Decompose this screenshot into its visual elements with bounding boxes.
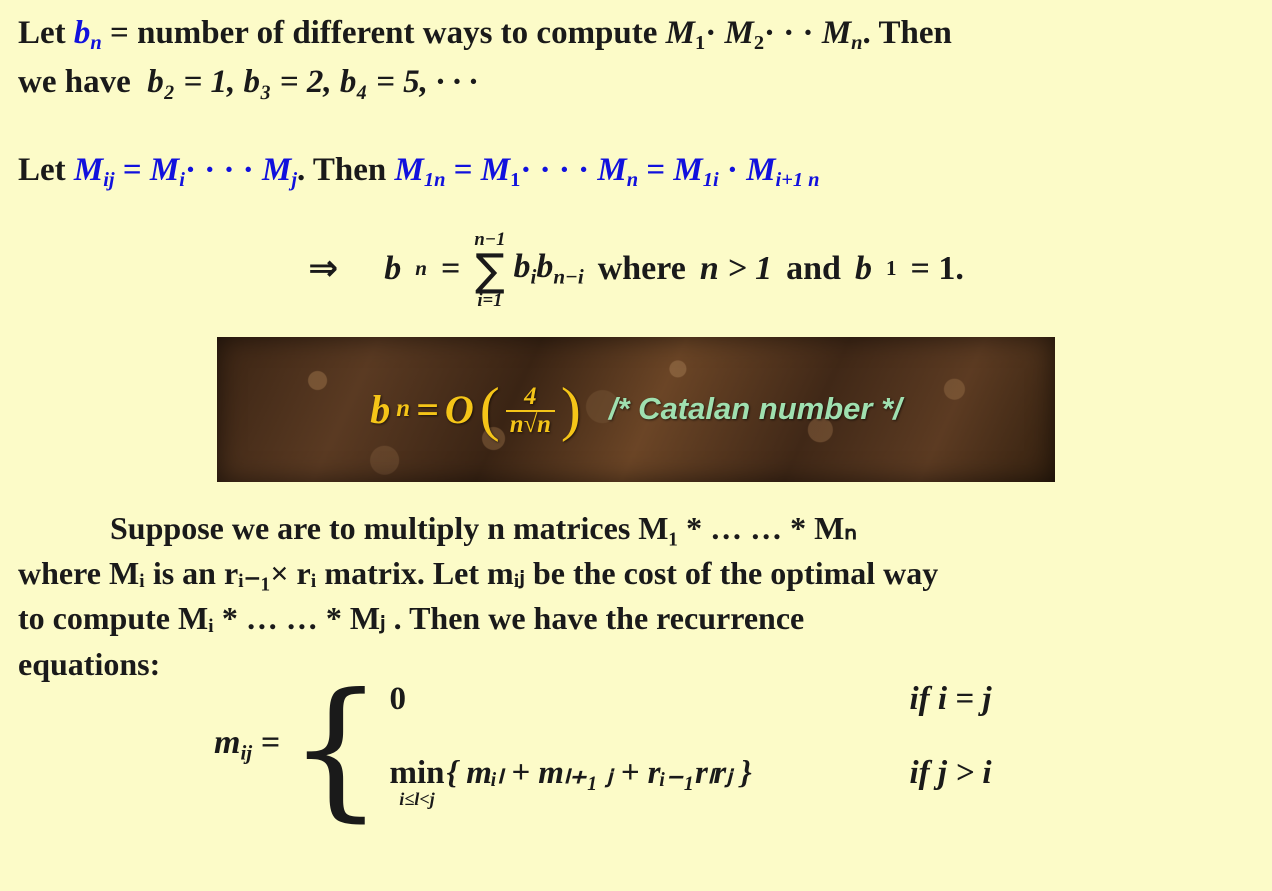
- sum-term-1: b: [513, 248, 531, 286]
- sum-lhs: b: [384, 249, 402, 287]
- sum-base: b: [854, 249, 872, 287]
- dots-2: · · · ·: [184, 151, 254, 188]
- min-operator: [389, 757, 444, 808]
- symbol-mn: M: [821, 15, 852, 51]
- symbol-m1-subscript: 1: [695, 32, 706, 55]
- symbol-mn-b: M: [597, 151, 627, 188]
- catalan-bigo: O: [444, 386, 474, 432]
- catalan-numerator: 4: [524, 383, 537, 411]
- sum-equals: =: [441, 249, 461, 287]
- symbol-m1-b-subscript: 1: [510, 168, 521, 191]
- equals-2: =: [445, 151, 481, 188]
- symbol-m1n-subscript: 1n: [423, 168, 446, 191]
- catalan-equals: =: [416, 386, 439, 432]
- symbol-mij-subscript: ij: [103, 168, 115, 191]
- min-range: i≤l<j: [399, 789, 435, 810]
- catalan-lhs: b: [370, 386, 391, 432]
- symbol-b-subscript: n: [90, 32, 102, 55]
- symbol-m2-subscript: 2: [753, 32, 765, 55]
- symbol-mj-subscript: j: [291, 168, 298, 191]
- case-1-expression: 0: [389, 681, 406, 718]
- b-values: b₂ = 1, b₃ = 2, b₄ = 5, · · ·: [147, 63, 478, 100]
- symbol-mn-b-subscript: n: [626, 168, 639, 191]
- symbol-m1-b: M: [480, 151, 511, 188]
- left-brace-icon: {: [288, 661, 384, 836]
- sigma-operator: [474, 231, 505, 310]
- case-2-condition: if j > i: [909, 755, 992, 792]
- sigma-lower-limit: i=1: [477, 289, 503, 311]
- recurrence-case-1: [389, 681, 991, 718]
- recurrence-lhs: [214, 724, 280, 765]
- problem-line-4: equations:: [18, 645, 161, 682]
- catalan-comment: /* Catalan number */: [608, 391, 902, 427]
- catalan-highlight-bar: [217, 337, 1055, 482]
- problem-statement: [18, 506, 1254, 688]
- catalan-lhs-subscript: n: [396, 395, 411, 423]
- recurrence-lhs-subscript: ij: [240, 740, 253, 765]
- cdot-1: ·: [718, 151, 747, 188]
- symbol-m1i: M: [673, 151, 703, 188]
- catalan-equation: [370, 375, 902, 444]
- symbol-m2: M: [724, 15, 754, 51]
- sum-base-value: = 1.: [910, 249, 964, 287]
- dots-3: · · · ·: [520, 151, 590, 188]
- problem-line-1: Suppose we are to multiply n matrices M₁ * … … * Mₙ: [110, 509, 858, 546]
- recurrence-equals: =: [260, 724, 281, 762]
- symbol-mj: M: [261, 151, 292, 188]
- catalan-close-paren: ): [560, 375, 581, 442]
- problem-line-2: where Mᵢ is an rᵢ₋₁× rᵢ matrix. Let mᵢⱼ be the cost of the optimal way: [18, 554, 939, 591]
- symbol-mi1n-subscript: i+1 n: [775, 168, 820, 191]
- sigma-upper-limit: n−1: [474, 229, 506, 251]
- sum-term-2-subscript: n−i: [553, 264, 584, 289]
- sum-condition: n > 1: [699, 249, 773, 287]
- equals-3: =: [638, 151, 674, 188]
- problem-line-3: to compute Mᵢ * … … * Mⱼ . Then we have the recurrence: [18, 600, 805, 637]
- recurrence-cases: [389, 681, 991, 808]
- symbol-mi-subscript: i: [179, 168, 185, 191]
- symbol-mi: M: [149, 151, 180, 188]
- sum-base-subscript: 1: [885, 256, 897, 281]
- case-1-condition: if i = j: [909, 681, 992, 718]
- intro-line-2: we have b₂ = 1, b₃ = 2, b₄ = 5, · · ·: [18, 63, 478, 100]
- catalan-open-paren: (: [479, 375, 500, 442]
- sum-lhs-subscript: n: [415, 256, 428, 281]
- intro-line-1: [18, 10, 1254, 59]
- sum-and: and: [786, 249, 841, 287]
- catalan-fraction: [506, 384, 555, 438]
- let-mij-line: [18, 147, 1254, 196]
- sum-term-1-subscript: i: [530, 264, 537, 289]
- implies-arrow-icon: ⇒: [308, 248, 339, 290]
- recurrence-case-2: [389, 752, 991, 808]
- dots-1: · · ·: [764, 15, 814, 51]
- sum-where: where: [597, 249, 686, 287]
- symbol-m1i-subscript: 1i: [702, 168, 719, 191]
- catalan-denominator: n√n: [506, 410, 555, 438]
- dot-1: ·: [705, 15, 717, 51]
- intro-then: . Then: [862, 15, 952, 51]
- case-2-body: { mᵢₗ + mₗ₊₁ ⱼ + rᵢ₋₁rₗrⱼ }: [446, 755, 752, 792]
- symbol-mij: M: [73, 151, 104, 188]
- sum-term-2: b: [536, 248, 554, 286]
- symbol-m1: M: [665, 15, 695, 51]
- intro-lead: Let: [18, 15, 74, 51]
- let-then: . Then: [297, 151, 395, 188]
- summation-equation: [18, 229, 1254, 311]
- intro-mid: = number of different ways to compute: [101, 15, 666, 51]
- recurrence-lhs-symbol: m: [214, 724, 241, 762]
- let-lead: Let: [18, 151, 74, 188]
- symbol-b: b: [73, 15, 91, 51]
- case-2-expression: [389, 752, 909, 808]
- symbol-mi1n: M: [746, 151, 776, 188]
- equals-1: =: [114, 151, 150, 188]
- symbol-mn-subscript: n: [851, 32, 863, 55]
- symbol-m1n: M: [394, 151, 424, 188]
- sigma-icon: ∑: [475, 245, 505, 297]
- min-label: min: [389, 755, 445, 792]
